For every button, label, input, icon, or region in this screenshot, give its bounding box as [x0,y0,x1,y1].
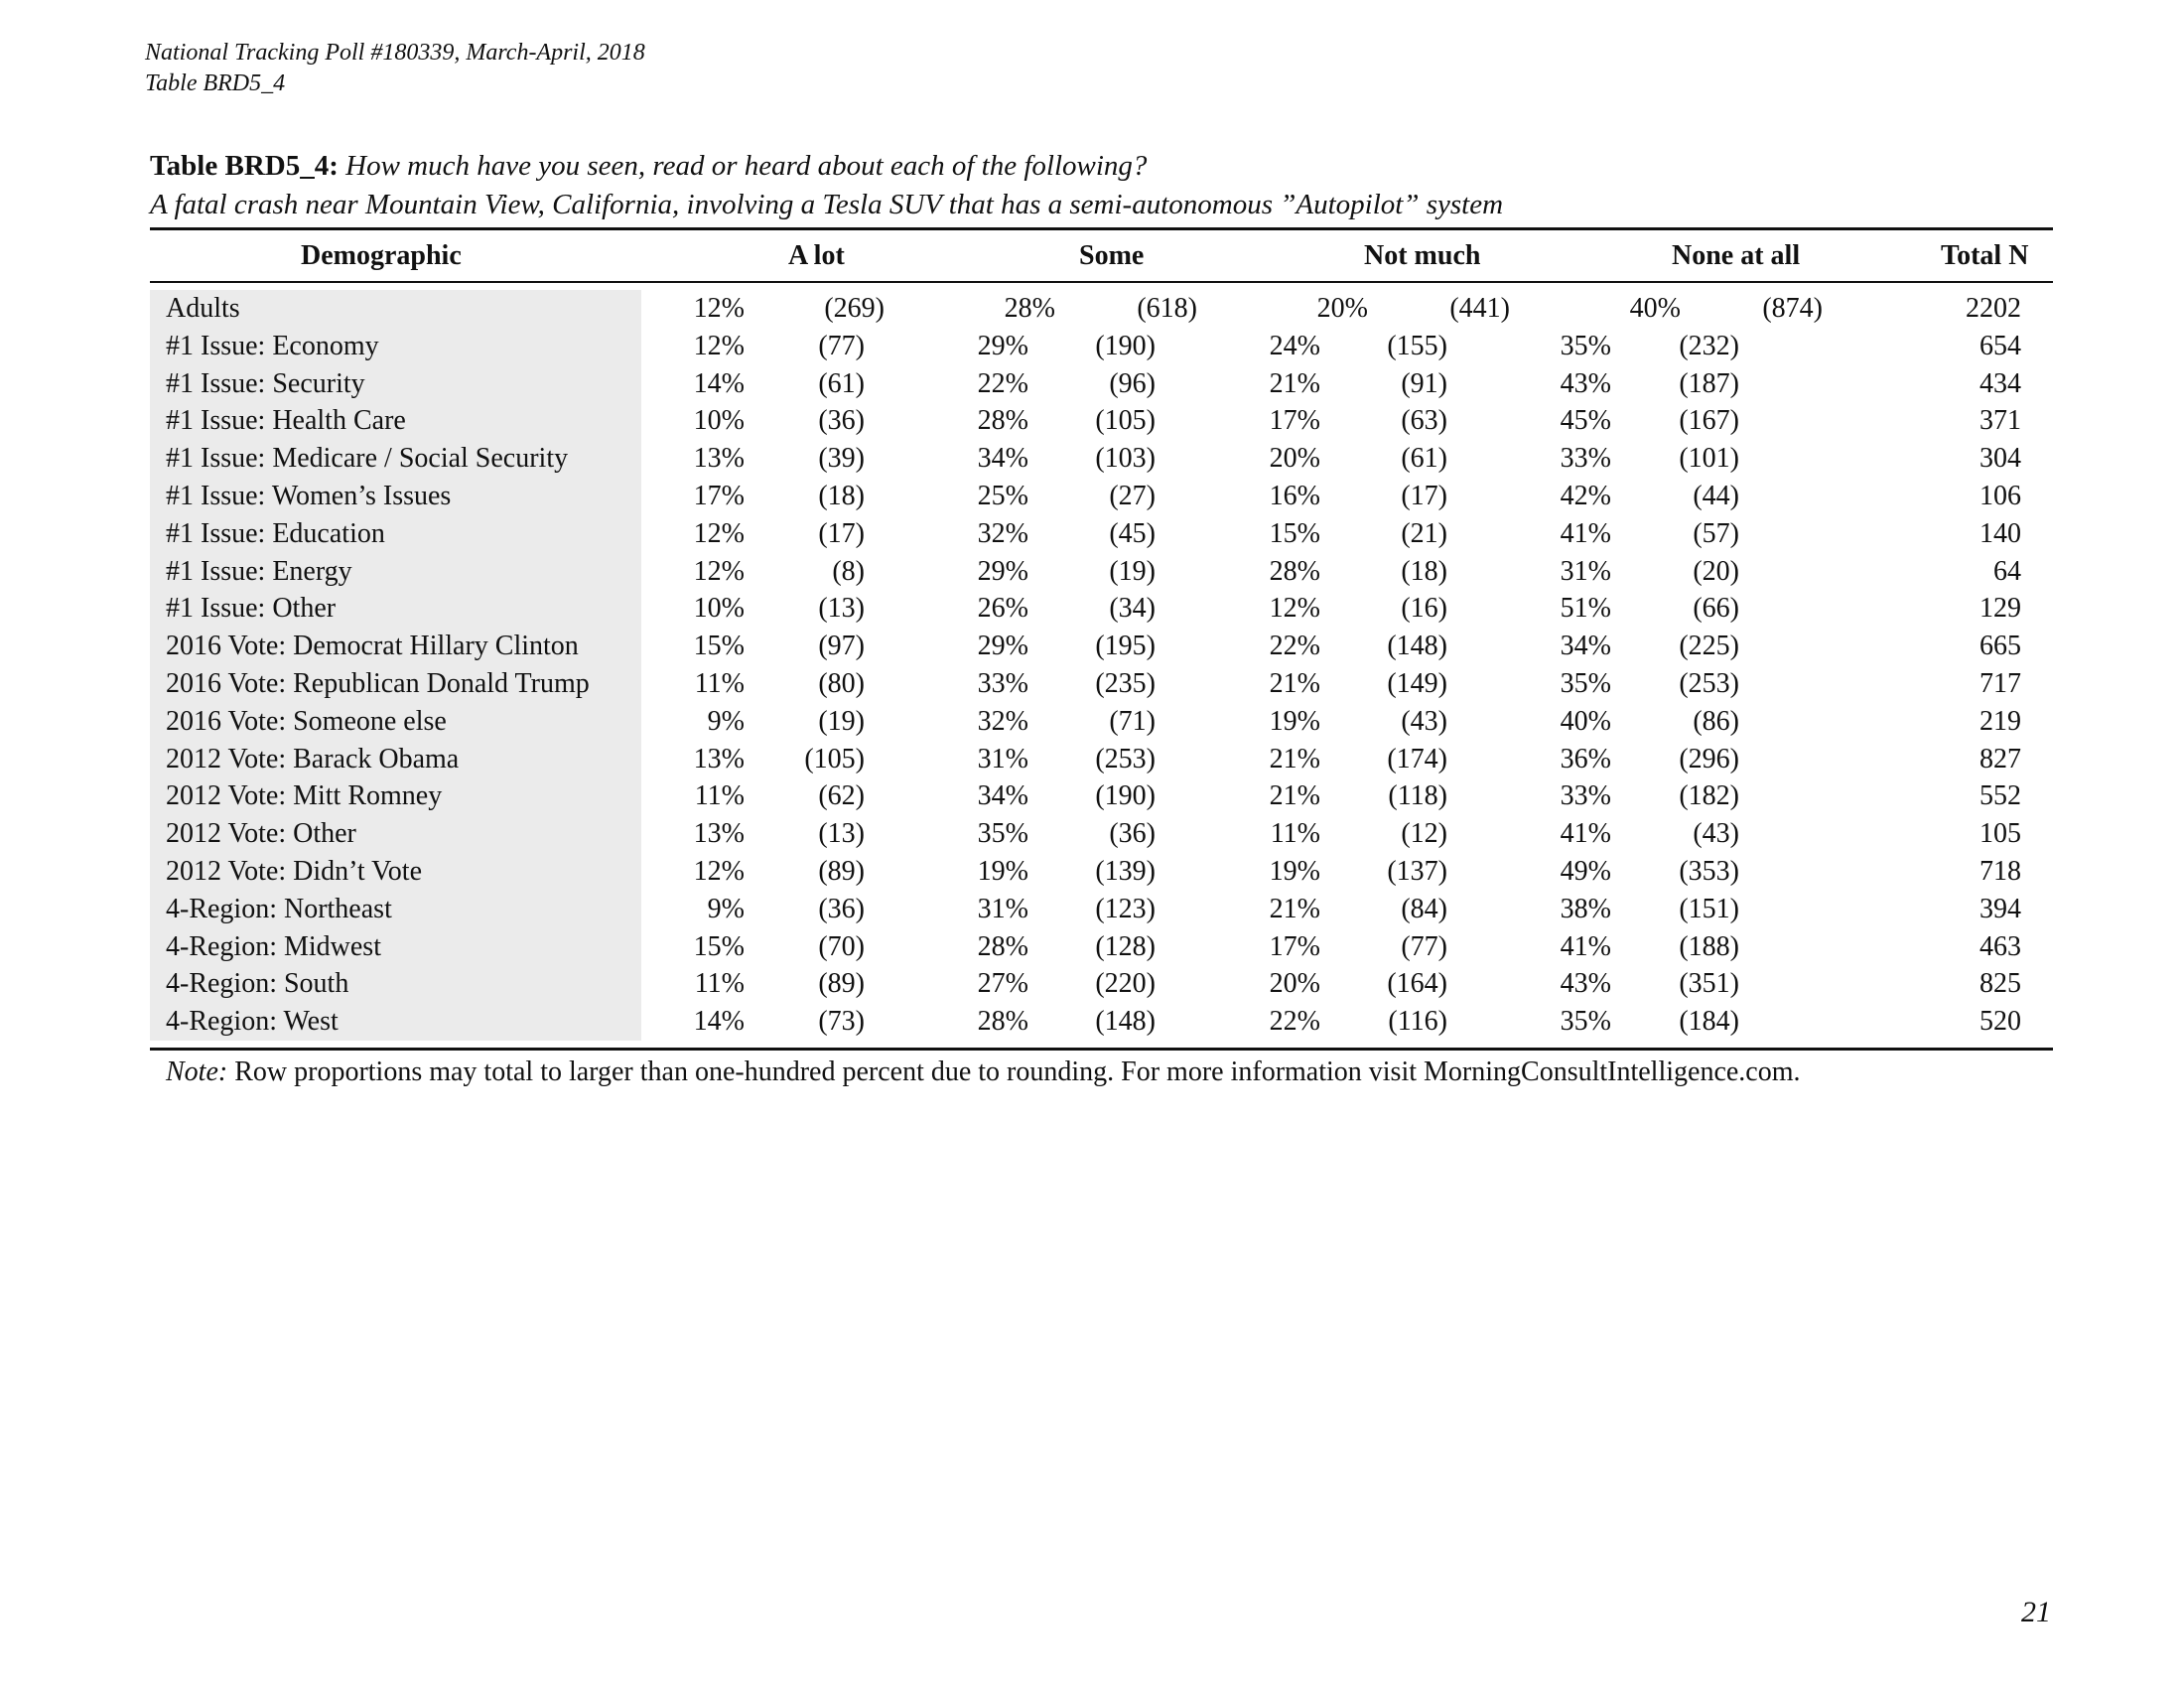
page-header [145,38,645,99]
cell-total: 654 [1979,330,2021,361]
cell-a-pct: 12% [693,856,745,887]
cell-s-pct: 26% [977,593,1028,625]
table-row [150,628,2053,665]
table-row [150,402,2053,440]
cell-nm-n: (174) [1387,743,1447,774]
cell-a-pct: 11% [694,968,745,1000]
row-label: 2012 Vote: Didn’t Vote [166,856,423,887]
row-label: 4-Region: Midwest [166,930,381,962]
cell-a-pct: 10% [693,405,745,437]
cell-a-pct: 9% [707,893,745,924]
cell-na-n: (86) [1693,705,1739,737]
cell-a-n: (39) [818,443,865,475]
cell-total: 718 [1979,856,2021,887]
cell-total: 520 [1979,1006,2021,1038]
cell-na-pct: 35% [1560,330,1611,361]
cell-nm-n: (91) [1401,367,1447,399]
cell-s-pct: 28% [977,930,1028,962]
cell-s-n: (190) [1095,330,1156,361]
col-header-some: Some [1079,240,1145,271]
cell-a-n: (80) [818,668,865,699]
cell-nm-pct: 20% [1269,443,1320,475]
cell-nm-pct: 17% [1269,405,1320,437]
cell-s-n: (96) [1109,367,1156,399]
cell-nm-pct: 19% [1269,856,1320,887]
cell-s-pct: 31% [977,893,1028,924]
cell-nm-n: (116) [1388,1006,1447,1038]
cell-nm-n: (118) [1388,780,1447,812]
cell-nm-n: (155) [1387,330,1447,361]
cell-s-pct: 28% [1004,293,1055,324]
col-header-a-lot: A lot [788,240,845,271]
cell-na-pct: 35% [1560,1006,1611,1038]
cell-a-pct: 12% [693,555,745,587]
cell-nm-n: (148) [1387,631,1447,662]
cell-na-n: (151) [1679,893,1739,924]
cell-a-n: (269) [824,293,885,324]
cell-na-n: (187) [1679,367,1739,399]
cell-na-n: (182) [1679,780,1739,812]
cell-total: 665 [1979,631,2021,662]
table-row [150,440,2053,478]
cell-s-pct: 32% [977,517,1028,549]
cell-nm-n: (441) [1449,293,1510,324]
cell-na-n: (101) [1679,443,1739,475]
row-label: 4-Region: South [166,968,349,1000]
row-label: #1 Issue: Energy [166,555,352,587]
cell-nm-n: (12) [1401,818,1447,850]
cell-a-n: (70) [818,930,865,962]
cell-na-pct: 41% [1560,818,1611,850]
cell-nm-pct: 28% [1269,555,1320,587]
cell-a-n: (8) [832,555,865,587]
cell-nm-n: (63) [1401,405,1447,437]
cell-s-n: (253) [1095,743,1156,774]
cell-total: 434 [1979,367,2021,399]
cell-a-pct: 12% [693,293,745,324]
cell-nm-n: (149) [1387,668,1447,699]
cell-a-n: (18) [818,481,865,511]
cell-s-n: (34) [1109,593,1156,625]
row-label: #1 Issue: Other [166,593,337,625]
cell-na-n: (253) [1679,668,1739,699]
row-label: 4-Region: West [166,1006,339,1038]
cell-total: 717 [1979,668,2021,699]
cell-na-pct: 45% [1560,405,1611,437]
cell-nm-n: (77) [1401,930,1447,962]
cell-a-pct: 14% [693,367,745,399]
cell-nm-n: (84) [1401,893,1447,924]
cell-s-pct: 29% [977,330,1028,361]
cell-a-pct: 15% [693,631,745,662]
cell-na-pct: 49% [1560,856,1611,887]
cell-na-pct: 33% [1560,443,1611,475]
cell-s-pct: 25% [977,481,1028,511]
table-note [166,1055,1801,1089]
table-row [150,1003,2053,1041]
table-row [150,553,2053,591]
row-label: 2012 Vote: Other [166,818,356,850]
cell-a-pct: 11% [694,668,745,699]
cell-nm-n: (18) [1401,555,1447,587]
cell-na-pct: 41% [1560,930,1611,962]
cell-total: 304 [1979,443,2021,475]
cell-nm-pct: 20% [1316,293,1368,324]
cell-a-pct: 12% [693,517,745,549]
cell-na-n: (57) [1693,517,1739,549]
table-row [150,965,2053,1003]
cell-a-n: (73) [818,1006,865,1038]
cell-na-n: (225) [1679,631,1739,662]
cell-na-pct: 36% [1560,743,1611,774]
cell-na-n: (167) [1679,405,1739,437]
cell-a-n: (13) [818,818,865,850]
cell-a-pct: 14% [693,1006,745,1038]
cell-s-n: (105) [1095,405,1156,437]
cell-na-n: (296) [1679,743,1739,774]
cell-na-pct: 34% [1560,631,1611,662]
cell-na-pct: 35% [1560,668,1611,699]
table-id: Table BRD5_4 [145,70,286,96]
cell-a-n: (105) [804,743,865,774]
cell-s-n: (45) [1109,517,1156,549]
cell-na-n: (874) [1762,293,1823,324]
cell-a-n: (97) [818,631,865,662]
table-row [150,703,2053,741]
cell-total: 140 [1979,517,2021,549]
cell-a-pct: 17% [693,481,745,511]
page-number: 21 [2021,1596,2051,1628]
table-row [150,853,2053,891]
col-header-none-at-all: None at all [1672,240,1801,271]
note-label: Note: [166,1056,228,1087]
cell-na-n: (43) [1693,818,1739,850]
cell-nm-pct: 21% [1269,668,1320,699]
table-row [150,590,2053,628]
cell-nm-pct: 17% [1269,930,1320,962]
title-lead: Table BRD5_4: [150,150,339,182]
cell-a-pct: 13% [693,818,745,850]
row-label: #1 Issue: Women’s Issues [166,481,452,511]
poll-name: National Tracking Poll #180339, March-April, 2018 [145,40,645,66]
row-label: #1 Issue: Economy [166,330,379,361]
cell-a-n: (62) [818,780,865,812]
cell-a-pct: 15% [693,930,745,962]
cell-total: 552 [1979,780,2021,812]
cell-na-pct: 31% [1560,555,1611,587]
table-row [150,928,2053,966]
cell-a-n: (13) [818,593,865,625]
cell-na-pct: 38% [1560,893,1611,924]
cell-a-n: (19) [818,705,865,737]
row-label: #1 Issue: Medicare / Social Security [166,443,569,475]
cell-na-pct: 43% [1560,968,1611,1000]
cell-nm-n: (164) [1387,968,1447,1000]
cell-na-n: (20) [1693,555,1739,587]
cell-s-pct: 27% [977,968,1028,1000]
row-label: 2016 Vote: Someone else [166,705,447,737]
cell-total: 105 [1979,818,2021,850]
title-subtitle: A fatal crash near Mountain View, California, involving a Tesla SUV that has a semi-autonomous ”Autopilot” system [150,189,1504,220]
cell-nm-pct: 21% [1269,893,1320,924]
cell-nm-pct: 24% [1269,330,1320,361]
cell-s-n: (235) [1095,668,1156,699]
cell-nm-n: (21) [1401,517,1447,549]
cell-total: 64 [1993,555,2021,587]
cell-s-pct: 35% [977,818,1028,850]
cell-total: 394 [1979,893,2021,924]
cell-na-n: (66) [1693,593,1739,625]
cell-s-pct: 22% [977,367,1028,399]
table-row [150,665,2053,703]
cell-s-pct: 32% [977,705,1028,737]
cell-s-pct: 31% [977,743,1028,774]
table-title [150,147,1503,224]
cell-na-pct: 40% [1560,705,1611,737]
cell-total: 371 [1979,405,2021,437]
cell-s-pct: 29% [977,631,1028,662]
cell-nm-n: (61) [1401,443,1447,475]
row-label: #1 Issue: Health Care [166,405,406,437]
cell-total: 106 [1979,481,2021,511]
cell-na-n: (353) [1679,856,1739,887]
cell-total: 2202 [1966,293,2021,324]
cell-nm-pct: 22% [1269,1006,1320,1038]
row-label: 2016 Vote: Republican Donald Trump [166,668,590,699]
cell-a-n: (17) [818,517,865,549]
bottom-rule [150,1048,2053,1051]
cell-s-n: (27) [1109,481,1156,511]
cell-a-n: (61) [818,367,865,399]
table-row [150,891,2053,928]
cell-s-n: (123) [1095,893,1156,924]
row-label: 2012 Vote: Mitt Romney [166,780,443,812]
cell-a-n: (89) [818,968,865,1000]
cell-s-n: (618) [1137,293,1197,324]
cell-na-n: (232) [1679,330,1739,361]
cell-na-n: (188) [1679,930,1739,962]
cell-na-n: (351) [1679,968,1739,1000]
cell-na-pct: 42% [1560,481,1611,511]
cell-s-n: (220) [1095,968,1156,1000]
title-question: How much have you seen, read or heard about each of the following? [345,150,1148,182]
cell-a-n: (89) [818,856,865,887]
col-header-demographic: Demographic [301,240,462,271]
row-label: Adults [166,293,240,324]
col-header-total-n: Total N [1941,240,2029,271]
cell-s-n: (128) [1095,930,1156,962]
note-text: Row proportions may total to larger than one-hundred percent due to rounding. For more information visit MorningConsultIntelligence.com. [234,1056,1801,1087]
cell-a-n: (36) [818,893,865,924]
cell-total: 129 [1979,593,2021,625]
cell-total: 219 [1979,705,2021,737]
cell-na-n: (184) [1679,1006,1739,1038]
cell-total: 827 [1979,743,2021,774]
cell-a-pct: 11% [694,780,745,812]
cell-s-n: (139) [1095,856,1156,887]
table-row [150,815,2053,853]
table-row [150,328,2053,365]
cell-na-pct: 43% [1560,367,1611,399]
cell-nm-pct: 22% [1269,631,1320,662]
table-row [150,515,2053,553]
row-label: 4-Region: Northeast [166,893,392,924]
table-row [150,290,2053,328]
cell-nm-pct: 20% [1269,968,1320,1000]
cell-s-pct: 33% [977,668,1028,699]
cell-s-n: (195) [1095,631,1156,662]
cell-a-pct: 10% [693,593,745,625]
cell-s-n: (19) [1109,555,1156,587]
cell-na-pct: 33% [1560,780,1611,812]
cell-s-pct: 19% [977,856,1028,887]
top-rule [150,227,2053,230]
table-row [150,777,2053,815]
cell-nm-pct: 21% [1269,780,1320,812]
cell-nm-pct: 12% [1269,593,1320,625]
cell-a-n: (77) [818,330,865,361]
cell-nm-n: (16) [1401,593,1447,625]
cell-total: 825 [1979,968,2021,1000]
cell-s-n: (36) [1109,818,1156,850]
cell-s-n: (71) [1109,705,1156,737]
cell-na-pct: 40% [1629,293,1681,324]
cell-s-pct: 34% [977,443,1028,475]
cell-nm-n: (43) [1401,705,1447,737]
cell-nm-pct: 16% [1269,481,1320,511]
col-header-not-much: Not much [1364,240,1481,271]
cell-nm-n: (137) [1387,856,1447,887]
row-label: #1 Issue: Education [166,517,385,549]
cell-s-n: (148) [1095,1006,1156,1038]
cell-s-pct: 28% [977,405,1028,437]
cell-nm-pct: 15% [1269,517,1320,549]
cell-nm-pct: 11% [1270,818,1320,850]
cell-na-pct: 41% [1560,517,1611,549]
cell-nm-pct: 21% [1269,743,1320,774]
header-rule [150,281,2053,283]
row-label: 2016 Vote: Democrat Hillary Clinton [166,631,579,662]
cell-na-pct: 51% [1560,593,1611,625]
cell-a-pct: 13% [693,443,745,475]
cell-a-n: (36) [818,405,865,437]
cell-s-pct: 29% [977,555,1028,587]
cell-s-n: (103) [1095,443,1156,475]
cell-total: 463 [1979,930,2021,962]
row-label: 2012 Vote: Barack Obama [166,743,460,774]
cell-nm-pct: 21% [1269,367,1320,399]
table-row [150,741,2053,778]
table-row [150,365,2053,403]
cell-s-pct: 34% [977,780,1028,812]
cell-na-n: (44) [1693,481,1739,511]
table-row [150,478,2053,515]
cell-s-n: (190) [1095,780,1156,812]
cell-nm-n: (17) [1401,481,1447,511]
row-label: #1 Issue: Security [166,367,365,399]
cell-a-pct: 13% [693,743,745,774]
cell-a-pct: 9% [707,705,745,737]
cell-a-pct: 12% [693,330,745,361]
cell-s-pct: 28% [977,1006,1028,1038]
cell-nm-pct: 19% [1269,705,1320,737]
